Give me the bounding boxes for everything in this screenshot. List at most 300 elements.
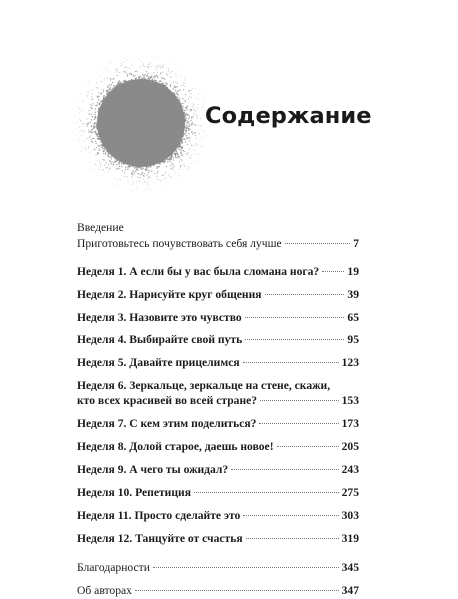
halftone-dot [119, 72, 120, 73]
halftone-dot [88, 122, 89, 123]
halftone-dot [88, 110, 89, 111]
dot-leader [194, 492, 339, 493]
halftone-dot [135, 171, 136, 172]
halftone-dot [106, 162, 107, 163]
halftone-dot [198, 87, 199, 88]
halftone-dot [106, 68, 107, 69]
toc-page-number: 275 [341, 486, 359, 499]
halftone-dot [188, 152, 189, 153]
halftone-dot [98, 138, 100, 140]
halftone-dot [97, 96, 98, 97]
toc-entry-week-2[interactable] [77, 288, 359, 302]
halftone-dot [204, 97, 205, 98]
halftone-dot [92, 73, 93, 74]
halftone-dot [173, 159, 174, 160]
halftone-dot [119, 179, 120, 180]
halftone-dot [94, 114, 96, 116]
halftone-dot [173, 164, 174, 165]
solid-gray-disc [97, 79, 185, 167]
toc-entry-week-3[interactable] [77, 311, 359, 325]
halftone-dot [96, 71, 97, 72]
halftone-dot [122, 65, 123, 66]
halftone-dot [192, 116, 193, 117]
halftone-dot [115, 69, 116, 70]
halftone-dot [83, 123, 84, 124]
toc-entry-week-8[interactable] [77, 440, 359, 454]
halftone-dot [150, 77, 152, 79]
halftone-dot [181, 159, 182, 160]
halftone-dot [204, 95, 205, 96]
toc-page-number: 347 [341, 584, 359, 597]
toc-entry-title: Неделя 3. Назовите это чувство [77, 311, 242, 324]
halftone-dot [172, 167, 173, 168]
halftone-dot [183, 84, 184, 85]
halftone-dot [143, 63, 144, 64]
halftone-dot [197, 117, 198, 118]
toc-entry-week-11[interactable] [77, 509, 359, 523]
halftone-dot [99, 103, 101, 105]
toc-entry-title: Неделя 1. А если бы у вас была сломана нога? [77, 265, 320, 278]
halftone-dot [117, 71, 118, 72]
halftone-dot [110, 79, 111, 80]
halftone-dot [130, 189, 131, 190]
halftone-dot [199, 155, 200, 156]
halftone-dot [148, 188, 149, 189]
halftone-dot [102, 148, 104, 150]
halftone-dot [151, 75, 152, 76]
halftone-dot [175, 154, 177, 156]
halftone-dot [82, 131, 83, 132]
dot-leader [243, 515, 338, 516]
halftone-dot [200, 90, 201, 91]
halftone-dot [191, 131, 192, 132]
halftone-dot [168, 68, 169, 69]
halftone-dot [175, 87, 176, 88]
halftone-dot [168, 158, 170, 160]
halftone-dot [170, 85, 172, 87]
toc-page-number: 345 [341, 561, 359, 574]
halftone-dot [126, 67, 127, 68]
halftone-dot [110, 156, 112, 158]
halftone-dot [147, 73, 148, 74]
halftone-dot [170, 177, 171, 178]
halftone-dot [95, 143, 96, 144]
toc-entry-acknowledgements[interactable] [77, 561, 359, 575]
halftone-dot [108, 153, 110, 155]
halftone-dot [180, 90, 181, 91]
toc-page-number: 319 [341, 532, 359, 545]
halftone-dot [107, 78, 108, 79]
halftone-dot [104, 77, 105, 78]
halftone-dot [96, 87, 97, 88]
halftone-dot [162, 175, 163, 176]
halftone-dot [155, 75, 156, 76]
halftone-dot [111, 62, 112, 63]
halftone-dot [116, 169, 117, 170]
halftone-dot [187, 114, 188, 115]
halftone-dot [182, 142, 184, 144]
halftone-dot [196, 145, 197, 146]
halftone-dot [86, 95, 87, 96]
halftone-dot [142, 56, 143, 57]
halftone-dot [187, 121, 189, 123]
halftone-dot [89, 84, 90, 85]
halftone-dot [100, 93, 101, 94]
halftone-dot [95, 105, 96, 106]
halftone-dot [185, 131, 187, 133]
halftone-dot [189, 129, 190, 130]
halftone-dot [91, 125, 92, 126]
halftone-dot [141, 169, 143, 171]
halftone-dot [187, 106, 188, 107]
halftone-dot [184, 113, 186, 115]
toc-entry-title: Неделя 10. Репетиция [77, 486, 191, 499]
halftone-dot [101, 147, 103, 149]
toc-page-number: 39 [347, 288, 359, 301]
toc-entry-week-10[interactable] [77, 486, 359, 500]
halftone-dot [101, 81, 102, 82]
halftone-dot [104, 164, 105, 165]
halftone-dot [156, 75, 157, 76]
halftone-dot [191, 90, 192, 91]
halftone-dot [86, 118, 87, 119]
halftone-dot [89, 90, 90, 91]
dot-leader [153, 567, 339, 568]
toc-entry-about-authors[interactable] [77, 584, 359, 598]
halftone-dot [105, 153, 107, 155]
halftone-dot [141, 174, 142, 175]
halftone-dot [174, 87, 175, 88]
halftone-dot [148, 170, 149, 171]
halftone-dot [112, 82, 113, 83]
halftone-dot [179, 175, 180, 176]
halftone-dot [112, 183, 113, 184]
halftone-dot [182, 98, 183, 99]
halftone-dot [187, 154, 188, 155]
halftone-dot [180, 75, 181, 76]
halftone-dot [202, 136, 203, 137]
toc-entry-intro[interactable] [77, 221, 359, 251]
halftone-dot [125, 72, 126, 73]
halftone-dot [181, 85, 182, 86]
halftone-dot [184, 100, 185, 101]
halftone-dot [177, 91, 178, 92]
halftone-dot [143, 179, 144, 180]
halftone-dot [92, 131, 93, 132]
halftone-dot [114, 162, 115, 163]
halftone-dot [186, 153, 187, 154]
halftone-dot [111, 158, 113, 160]
toc-entry-title: Неделя 4. Выбирайте свой путь [77, 333, 243, 346]
halftone-dot [195, 150, 196, 151]
halftone-dot [94, 108, 95, 109]
halftone-dot [179, 169, 180, 170]
halftone-dot [115, 184, 116, 185]
halftone-dot [110, 78, 111, 79]
halftone-dot [89, 152, 90, 153]
halftone-dot [143, 77, 145, 79]
halftone-dot [111, 161, 112, 162]
halftone-dot [191, 145, 192, 146]
halftone-dot [134, 54, 135, 55]
halftone-dot [169, 176, 170, 177]
halftone-dot [189, 137, 190, 138]
halftone-dot [91, 108, 92, 109]
halftone-dot [155, 69, 156, 70]
halftone-dot [162, 180, 163, 181]
halftone-dot [107, 167, 108, 168]
halftone-dot [157, 72, 158, 73]
halftone-dot [131, 172, 132, 173]
halftone-dot [201, 109, 202, 110]
halftone-dot [175, 74, 176, 75]
halftone-dot [154, 80, 156, 82]
halftone-dot [124, 172, 125, 173]
halftone-dot [91, 141, 92, 142]
toc-entry-week-1[interactable] [77, 265, 359, 279]
halftone-dot [165, 179, 166, 180]
halftone-dot [203, 132, 204, 133]
halftone-dot [105, 68, 106, 69]
toc-entry-week-6[interactable] [77, 379, 359, 408]
halftone-dot [134, 56, 135, 57]
halftone-dot [170, 76, 171, 77]
halftone-dot [189, 90, 190, 91]
halftone-dot [144, 66, 145, 67]
halftone-dot [89, 80, 90, 81]
halftone-dot [195, 111, 196, 112]
halftone-dot [162, 66, 163, 67]
halftone-dot [76, 139, 77, 140]
halftone-dot [92, 129, 93, 130]
halftone-dot [99, 75, 100, 76]
halftone-dot [183, 89, 184, 90]
toc-entry-title: Неделя 9. А чего ты ожидал? [77, 463, 229, 476]
halftone-dot [117, 168, 118, 169]
halftone-dot [127, 74, 128, 75]
halftone-dot [147, 67, 148, 68]
halftone-dot [182, 160, 183, 161]
halftone-dot [152, 57, 153, 58]
halftone-dot [91, 105, 92, 106]
halftone-dot [85, 148, 86, 149]
toc-entry-week-4[interactable] [77, 333, 359, 347]
toc-page-number: 123 [341, 356, 359, 369]
halftone-dot [147, 78, 149, 80]
halftone-dot [127, 59, 128, 60]
halftone-dot [145, 170, 146, 171]
halftone-dot [176, 179, 177, 180]
halftone-dot [88, 148, 89, 149]
halftone-dot [191, 97, 192, 98]
toc-entry-title-line-2: кто всех красивей во всей стране? [77, 394, 258, 407]
halftone-dot [95, 125, 97, 127]
halftone-dot [185, 80, 186, 81]
halftone-dot [157, 171, 158, 172]
halftone-dot [149, 66, 150, 67]
halftone-dot [127, 176, 128, 177]
halftone-dot [197, 144, 198, 145]
toc-intro-label: Введение [77, 221, 124, 234]
halftone-dot [190, 120, 191, 121]
halftone-dot [114, 178, 115, 179]
halftone-dot [82, 146, 83, 147]
halftone-dot [91, 139, 92, 140]
halftone-dot [127, 182, 128, 183]
halftone-dot [89, 113, 90, 114]
halftone-dot [181, 155, 182, 156]
halftone-dot [156, 176, 157, 177]
halftone-dot [180, 166, 181, 167]
halftone-dot [191, 109, 192, 110]
halftone-dot [108, 164, 109, 165]
halftone-dot [144, 74, 145, 75]
halftone-dot [188, 98, 189, 99]
toc-intro-title: Приготовьтесь почувствовать себя лучше [77, 237, 282, 250]
halftone-dot [111, 79, 112, 80]
halftone-dot [164, 178, 165, 179]
halftone-dot [192, 106, 193, 107]
halftone-dot [194, 109, 195, 110]
halftone-dot [182, 169, 183, 170]
halftone-dot [121, 166, 122, 167]
toc-page-number: 153 [341, 394, 359, 407]
halftone-dot [149, 177, 150, 178]
halftone-dot [148, 172, 149, 173]
halftone-dot [184, 110, 186, 112]
toc-entry-week-9[interactable] [77, 463, 359, 477]
halftone-dot [146, 75, 147, 76]
halftone-dot [204, 130, 205, 131]
halftone-dot [90, 135, 91, 136]
halftone-dot [189, 124, 190, 125]
halftone-dot [86, 83, 87, 84]
halftone-dot [175, 157, 176, 158]
halftone-dot [82, 101, 83, 102]
halftone-dot [82, 100, 83, 101]
halftone-dot [185, 75, 186, 76]
halftone-dot [137, 187, 138, 188]
halftone-dot [113, 85, 115, 87]
halftone-dot [162, 72, 163, 73]
halftone-dot [189, 157, 190, 158]
halftone-dot [168, 174, 169, 175]
halftone-dot [101, 101, 103, 103]
halftone-dot [171, 156, 173, 158]
halftone-dot [141, 77, 143, 79]
halftone-dot [167, 74, 168, 75]
halftone-dot [185, 106, 186, 107]
halftone-dot [105, 180, 106, 181]
halftone-dot [166, 83, 168, 85]
halftone-dot [147, 182, 148, 183]
halftone-dot [182, 155, 183, 156]
halftone-dot [80, 130, 81, 131]
halftone-dot [97, 145, 98, 146]
halftone-dot [142, 74, 143, 75]
toc-entry-title-line-1: Неделя 6. Зеркальце, зеркальце на стене, скажи, [77, 379, 331, 392]
toc-entry-week-5[interactable] [77, 356, 359, 370]
halftone-dot [151, 66, 152, 67]
halftone-dot [185, 130, 187, 132]
halftone-dot [73, 137, 74, 138]
halftone-dot [154, 76, 155, 77]
halftone-dot [125, 169, 126, 170]
toc-entry-title: Благодарности [77, 561, 150, 574]
halftone-dot [153, 72, 154, 73]
halftone-dot [74, 140, 75, 141]
halftone-dot [178, 156, 179, 157]
toc-page-number: 19 [347, 265, 359, 278]
halftone-dot [119, 168, 120, 169]
halftone-dot [142, 64, 143, 65]
halftone-dot [178, 90, 179, 91]
halftone-dot [119, 163, 121, 165]
halftone-dot [159, 166, 160, 167]
halftone-dot [134, 167, 136, 169]
halftone-dot [185, 117, 187, 119]
halftone-dot [89, 81, 90, 82]
halftone-dot [93, 126, 95, 128]
halftone-dot [177, 154, 178, 155]
halftone-dot [142, 183, 143, 184]
halftone-dot [170, 165, 171, 166]
halftone-dot [181, 146, 182, 147]
halftone-dot [88, 129, 89, 130]
halftone-dot [179, 146, 181, 148]
halftone-dot [95, 140, 96, 141]
halftone-dot [117, 82, 119, 84]
halftone-dot [129, 67, 130, 68]
halftone-dot [186, 122, 188, 124]
halftone-dot [176, 151, 178, 153]
halftone-dot [86, 123, 87, 124]
halftone-dot [108, 171, 109, 172]
toc-entry-week-7[interactable] [77, 417, 359, 431]
halftone-dot [160, 67, 161, 68]
halftone-dot [183, 82, 184, 83]
halftone-dot [123, 62, 124, 63]
halftone-dot [166, 73, 167, 74]
halftone-dot [78, 140, 79, 141]
halftone-dot [148, 176, 149, 177]
toc-page-number: 243 [341, 463, 359, 476]
halftone-dot [156, 179, 157, 180]
dot-leader [265, 294, 345, 295]
toc-entry-title: Неделя 5. Давайте прицелимся [77, 356, 240, 369]
halftone-dot [198, 104, 199, 105]
halftone-dot [177, 65, 178, 66]
halftone-dot [119, 80, 120, 81]
halftone-dot [79, 131, 80, 132]
halftone-dot [160, 80, 162, 82]
halftone-dot [180, 176, 181, 177]
halftone-dot [92, 116, 93, 117]
halftone-dot [176, 92, 178, 94]
halftone-dot [147, 174, 148, 175]
halftone-dot [188, 168, 189, 169]
halftone-dot [95, 111, 97, 113]
halftone-dot [118, 185, 119, 186]
halftone-dot [154, 173, 155, 174]
dot-leader [135, 590, 339, 591]
halftone-dot [189, 148, 190, 149]
halftone-dot [157, 67, 158, 68]
halftone-dot [101, 179, 102, 180]
halftone-dot [131, 174, 132, 175]
toc-entry-week-12[interactable] [77, 532, 359, 546]
halftone-dot [148, 64, 149, 65]
